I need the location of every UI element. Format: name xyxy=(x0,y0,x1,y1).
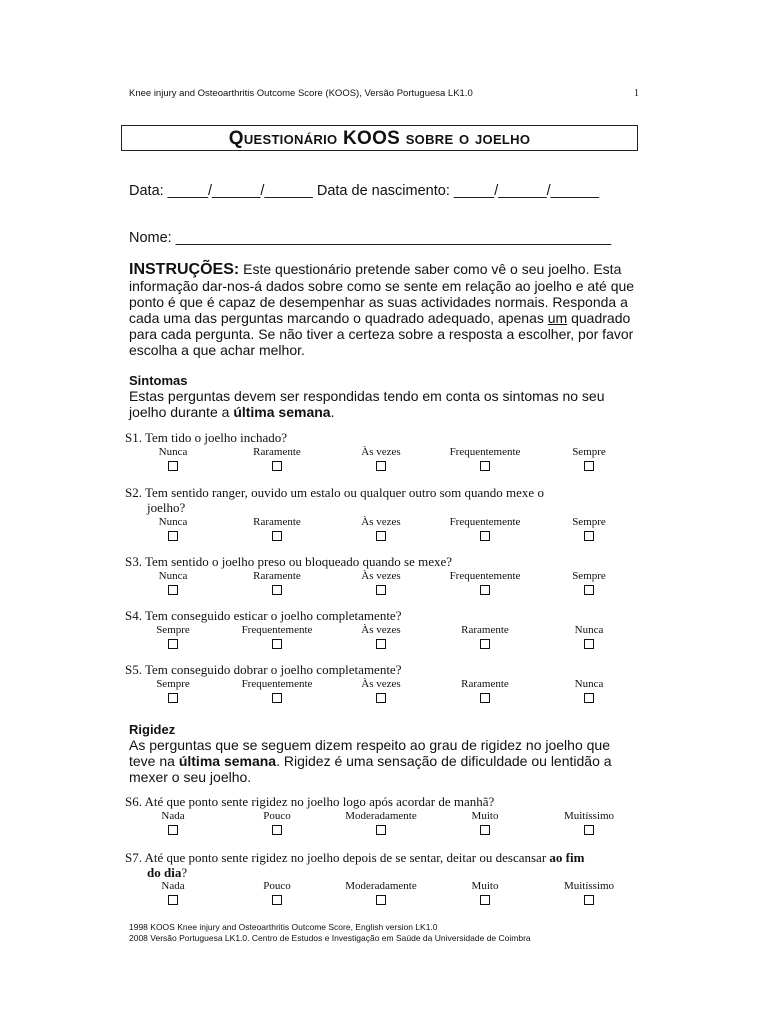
answer-checkbox[interactable] xyxy=(480,895,490,905)
question-s1: S1. Tem tido o joelho inchado? xyxy=(125,430,288,445)
answer-option xyxy=(537,880,641,905)
answer-option-label: Às vezes xyxy=(361,678,401,690)
answer-option-label: Nunca xyxy=(158,570,188,582)
answer-checkbox[interactable] xyxy=(168,585,178,595)
answer-option xyxy=(121,446,225,471)
answer-checkbox[interactable] xyxy=(584,825,594,835)
answer-option-label: Pouco xyxy=(263,810,291,822)
instructions-text-1: Este questionário pretende saber como vê o seu joelho. Esta informação dar-nos-á dados sobre como se sente em relação ao joelho e até que ponto é que é capaz de desempenhar as suas actividades normais. Responda a cada uma das perguntas marcando o quadrado adequado, apenas xyxy=(129,261,635,326)
answer-option xyxy=(537,678,641,703)
answer-option-label: Às vezes xyxy=(361,516,401,528)
footer-line-1: 1998 KOOS Knee injury and Osteoarthritis Outcome Score, English version LK1.0 xyxy=(129,922,438,932)
answer-option xyxy=(433,446,537,471)
name-field[interactable]: Nome: ______________________________________________________ xyxy=(129,230,612,246)
answer-option xyxy=(121,570,225,595)
answer-option-label: Às vezes xyxy=(361,624,401,636)
answer-checkbox[interactable] xyxy=(272,639,282,649)
answer-option-label: Nunca xyxy=(574,624,604,636)
page-number: 1 xyxy=(634,88,639,99)
answer-option-label: Sempre xyxy=(572,516,606,528)
intro-text: As perguntas que se seguem dizem respeito ao grau de rigidez no joelho que teve na xyxy=(129,737,610,769)
question-s7-line2: do dia xyxy=(147,865,182,880)
answer-option-label: Frequentemente xyxy=(241,624,313,636)
answer-option-label: Frequentemente xyxy=(449,446,521,458)
answer-option xyxy=(537,810,641,835)
options-s3 xyxy=(121,570,641,595)
answer-option xyxy=(329,516,433,541)
answer-option-label: Sempre xyxy=(156,624,190,636)
answer-checkbox[interactable] xyxy=(584,531,594,541)
question-s7-bold: ao fim xyxy=(549,850,585,865)
answer-checkbox[interactable] xyxy=(376,461,386,471)
intro-text-end: . Rigidez é uma sensação de dificuldade ou lentidão a mexer o seu joelho. xyxy=(129,753,612,785)
answer-option xyxy=(225,570,329,595)
answer-option-label: Nunca xyxy=(158,516,188,528)
answer-checkbox[interactable] xyxy=(272,461,282,471)
date-field[interactable]: Data: _____/______/______ Data de nascimento: _____/______/______ xyxy=(129,183,600,199)
answer-option-label: Pouco xyxy=(263,880,291,892)
options-s4 xyxy=(121,624,641,649)
answer-option-label: Frequentemente xyxy=(241,678,313,690)
answer-option-label: Sempre xyxy=(572,570,606,582)
answer-checkbox[interactable] xyxy=(376,585,386,595)
question-s2-line2: joelho? xyxy=(147,500,186,515)
answer-option xyxy=(329,880,433,905)
answer-checkbox[interactable] xyxy=(376,895,386,905)
answer-option-label: Muitíssimo xyxy=(563,810,615,822)
answer-option xyxy=(225,516,329,541)
answer-option xyxy=(225,880,329,905)
answer-option-label: Frequentemente xyxy=(449,516,521,528)
answer-checkbox[interactable] xyxy=(168,461,178,471)
intro-bold: última semana xyxy=(178,753,277,769)
answer-option-label: Raramente xyxy=(253,446,301,458)
answer-option xyxy=(329,624,433,649)
answer-checkbox[interactable] xyxy=(376,825,386,835)
answer-option-label: Raramente xyxy=(253,516,301,528)
answer-option-label: Às vezes xyxy=(361,446,401,458)
answer-checkbox[interactable] xyxy=(168,639,178,649)
intro-text: Estas perguntas devem ser respondidas tendo em conta os sintomas no seu joelho durante a xyxy=(129,388,605,420)
answer-checkbox[interactable] xyxy=(168,531,178,541)
answer-option xyxy=(433,624,537,649)
instructions-underline: um xyxy=(547,310,568,326)
answer-checkbox[interactable] xyxy=(272,825,282,835)
answer-option-label: Sempre xyxy=(572,446,606,458)
intro-text-end: . xyxy=(330,404,335,420)
answer-checkbox[interactable] xyxy=(584,461,594,471)
answer-checkbox[interactable] xyxy=(480,461,490,471)
title-text: Questionário KOOS sobre o joelho xyxy=(228,128,531,149)
question-s3: S3. Tem sentido o joelho preso ou bloqueado quando se mexe? xyxy=(125,554,453,569)
answer-checkbox[interactable] xyxy=(584,895,594,905)
answer-checkbox[interactable] xyxy=(480,693,490,703)
section-intro-sintomas xyxy=(129,388,639,420)
answer-option xyxy=(121,880,225,905)
answer-option-label: Raramente xyxy=(461,624,509,636)
answer-option-label: Moderadamente xyxy=(345,810,417,822)
answer-option-label: Muito xyxy=(471,810,499,822)
answer-option-label: Nada xyxy=(161,810,185,822)
answer-option-label: Frequentemente xyxy=(449,570,521,582)
intro-bold: última semana xyxy=(233,404,331,420)
answer-option xyxy=(433,678,537,703)
question-s7-tail: ? xyxy=(181,865,188,880)
answer-checkbox[interactable] xyxy=(480,531,490,541)
answer-option xyxy=(121,678,225,703)
answer-checkbox[interactable] xyxy=(480,639,490,649)
answer-option xyxy=(121,624,225,649)
answer-checkbox[interactable] xyxy=(272,585,282,595)
answer-option-label: Raramente xyxy=(253,570,301,582)
answer-option xyxy=(433,810,537,835)
question-s2-line1: S2. Tem sentido ranger, ouvido um estalo ou qualquer outro som quando mexe o xyxy=(125,485,544,500)
answer-option xyxy=(329,570,433,595)
options-s7 xyxy=(121,880,641,905)
answer-checkbox[interactable] xyxy=(168,895,178,905)
answer-option-label: Sempre xyxy=(156,678,190,690)
answer-option xyxy=(433,516,537,541)
section-title-sintomas: Sintomas xyxy=(129,373,188,388)
question-s6: S6. Até que ponto sente rigidez no joelho logo após acordar de manhã? xyxy=(125,794,495,809)
question-s2 xyxy=(125,485,645,515)
answer-checkbox[interactable] xyxy=(584,693,594,703)
answer-option-label: Raramente xyxy=(461,678,509,690)
answer-option xyxy=(537,516,641,541)
answer-checkbox[interactable] xyxy=(480,585,490,595)
section-intro-rigidez xyxy=(129,737,639,785)
answer-option xyxy=(225,624,329,649)
answer-checkbox[interactable] xyxy=(376,639,386,649)
question-s7 xyxy=(125,850,645,880)
answer-checkbox[interactable] xyxy=(584,585,594,595)
question-s4: S4. Tem conseguido esticar o joelho completamente? xyxy=(125,608,402,623)
answer-checkbox[interactable] xyxy=(480,825,490,835)
answer-option xyxy=(121,810,225,835)
options-s6 xyxy=(121,810,641,835)
answer-option-label: Muito xyxy=(471,880,499,892)
answer-checkbox[interactable] xyxy=(376,531,386,541)
answer-option-label: Moderadamente xyxy=(345,880,417,892)
answer-option-label: Nada xyxy=(161,880,185,892)
instructions-text-2: quadrado para cada pergunta. Se não tiver a certeza sobre a resposta a escolher, por favor escolha a que achar melhor. xyxy=(129,310,634,358)
answer-checkbox[interactable] xyxy=(168,825,178,835)
answer-option xyxy=(121,516,225,541)
instructions-heading: INSTRUÇÕES: xyxy=(129,261,240,278)
section-title-rigidez: Rigidez xyxy=(129,722,176,737)
answer-option xyxy=(329,446,433,471)
answer-option-label: Às vezes xyxy=(361,570,401,582)
footer xyxy=(129,922,531,944)
answer-option xyxy=(225,810,329,835)
footer-line-2: 2008 Versão Portuguesa LK1.0. Centro de Estudos e Investigação em Saúde da Universidade de Coimbra xyxy=(129,933,531,943)
answer-option xyxy=(225,446,329,471)
answer-checkbox[interactable] xyxy=(376,693,386,703)
answer-option xyxy=(537,570,641,595)
options-s2 xyxy=(121,516,641,541)
answer-checkbox[interactable] xyxy=(272,895,282,905)
options-s5 xyxy=(121,678,641,703)
answer-option xyxy=(537,446,641,471)
answer-checkbox[interactable] xyxy=(584,639,594,649)
page-title xyxy=(121,125,638,151)
question-s7-line1: S7. Até que ponto sente rigidez no joelho depois de se sentar, deitar ou descansar xyxy=(125,850,550,865)
answer-option xyxy=(329,810,433,835)
answer-checkbox[interactable] xyxy=(168,693,178,703)
answer-option xyxy=(225,678,329,703)
answer-option xyxy=(329,678,433,703)
answer-option xyxy=(537,624,641,649)
answer-checkbox[interactable] xyxy=(272,693,282,703)
options-s1 xyxy=(121,446,641,471)
answer-checkbox[interactable] xyxy=(272,531,282,541)
answer-option-label: Nunca xyxy=(158,446,188,458)
answer-option-label: Muitíssimo xyxy=(563,880,615,892)
answer-option-label: Nunca xyxy=(574,678,604,690)
answer-option xyxy=(433,880,537,905)
answer-option xyxy=(433,570,537,595)
instructions xyxy=(129,261,645,358)
running-header: Knee injury and Osteoarthritis Outcome Score (KOOS), Versão Portuguesa LK1.0 xyxy=(129,88,473,99)
question-s5: S5. Tem conseguido dobrar o joelho completamente? xyxy=(125,662,402,677)
